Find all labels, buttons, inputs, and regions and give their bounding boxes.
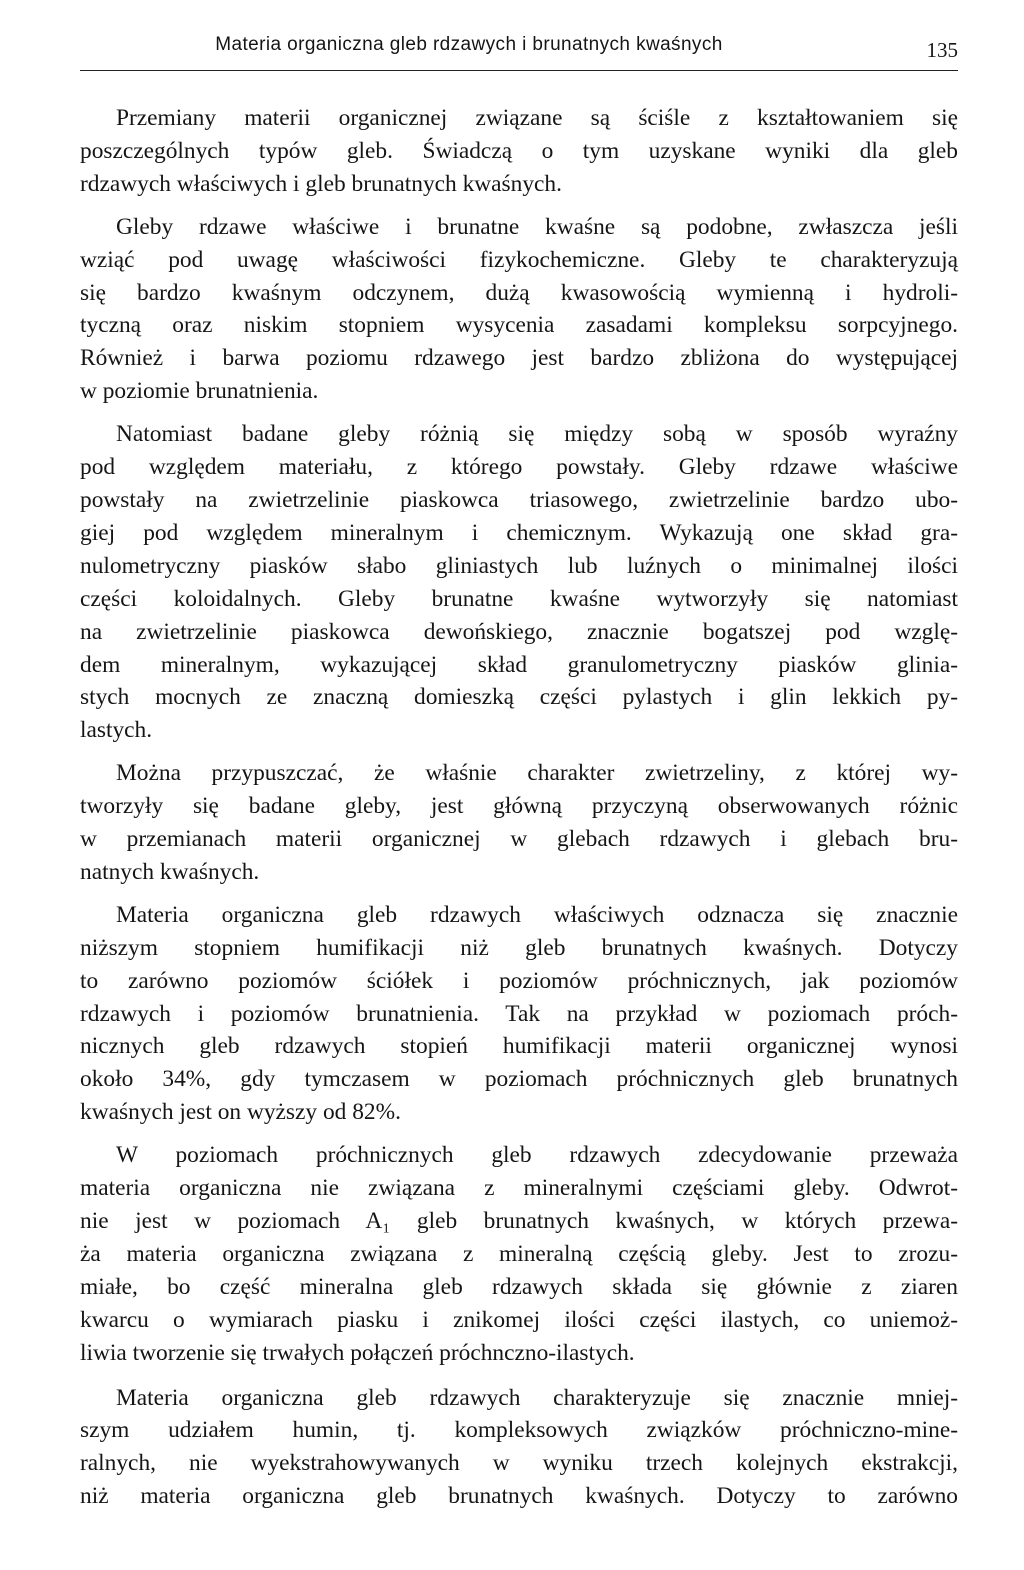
paragraph bbox=[80, 102, 958, 201]
text-line: stych mocnych ze znaczną domieszką części pylastych i glin lekkich py- bbox=[80, 684, 958, 711]
text-line: liwia tworzenie się trwałych połączeń próchnczno-ilastych. bbox=[80, 1339, 635, 1366]
text-line: nicznych gleb rdzawych stopień humifikacji materii organicznej wynosi bbox=[80, 1033, 958, 1060]
running-title: Materia organiczna gleb rdzawych i brunatnych kwaśnych bbox=[215, 34, 723, 55]
text-line: niższym stopniem humifikacji niż gleb brunatnych kwaśnych. Dotyczy bbox=[80, 934, 958, 961]
text-line: kwaśnych jest on wyższy od 82%. bbox=[80, 1099, 401, 1126]
text-line: pod względem materiału, z którego powstały. Gleby rdzawe właściwe bbox=[80, 454, 958, 481]
text-line: się bardzo kwaśnym odczynem, dużą kwasowością wymienną i hydroli- bbox=[80, 279, 958, 306]
text-line: Również i barwa poziomu rdzawego jest bardzo zbliżona do występującej bbox=[80, 345, 958, 372]
paragraph bbox=[80, 757, 958, 889]
text-line: nie jest w poziomach A₁ gleb brunatnych kwaśnych, w których przewa- bbox=[80, 1208, 958, 1234]
header-rule bbox=[80, 70, 958, 71]
text-line: wziąć pod uwagę właściwości fizykochemiczne. Gleby te charakteryzują bbox=[80, 246, 958, 273]
text-line: części koloidalnych. Gleby brunatne kwaśne wytworzyły się natomiast bbox=[80, 585, 958, 612]
paragraph bbox=[80, 899, 958, 1129]
paragraph bbox=[80, 418, 958, 747]
text-line: szym udziałem humin, tj. kompleksowych związków próchniczno-mine- bbox=[80, 1417, 958, 1444]
text-line: giej pod względem mineralnym i chemicznym. Wykazują one skład gra- bbox=[80, 519, 958, 546]
text-line: rdzawych i poziomów brunatnienia. Tak na przykład w poziomach próch- bbox=[80, 1000, 958, 1027]
text-line: w poziomie brunatnienia. bbox=[80, 378, 319, 405]
text-line: Przemiany materii organicznej związane są ściśle z kształtowaniem się bbox=[116, 105, 958, 131]
text-line: Materia organiczna gleb rdzawych charakteryzuje się znacznie mniej- bbox=[116, 1384, 958, 1411]
text-line: niż materia organiczna gleb brunatnych kwaśnych. Dotyczy to zarówno bbox=[80, 1483, 958, 1510]
text-line: poszczególnych typów gleb. Świadczą o tym uzyskane wyniki dla gleb bbox=[80, 137, 958, 164]
text-line: Gleby rdzawe właściwe i brunatne kwaśne są podobne, zwłaszcza jeśli bbox=[116, 213, 958, 240]
text-line: około 34%, gdy tymczasem w poziomach próchnicznych gleb brunatnych bbox=[80, 1066, 958, 1093]
text-line: ralnych, nie wyekstrahowywanych w wyniku trzech kolejnych ekstrakcji, bbox=[80, 1450, 958, 1477]
text-line: nulometryczny piasków słabo gliniastych lub luźnych o minimalnej ilości bbox=[80, 552, 958, 579]
text-line: Materia organiczna gleb rdzawych właściwych odznacza się znacznie bbox=[116, 901, 958, 928]
body-text bbox=[80, 92, 958, 1513]
paragraph bbox=[80, 1382, 958, 1514]
text-line: rdzawych właściwych i gleb brunatnych kwaśnych. bbox=[80, 170, 562, 197]
paragraph bbox=[80, 1139, 958, 1369]
text-line: miałe, bo część mineralna gleb rdzawych składa się głównie z ziaren bbox=[80, 1273, 958, 1300]
text-line: Natomiast badane gleby różnią się między sobą w sposób wyraźny bbox=[116, 421, 958, 448]
text-line: dem mineralnym, wykazującej skład granulometryczny piasków glinia- bbox=[80, 651, 958, 678]
text-line: W poziomach próchnicznych gleb rdzawych zdecydowanie przeważa bbox=[116, 1142, 958, 1169]
page-number: 135 bbox=[926, 38, 958, 62]
text-line: Można przypuszczać, że właśnie charakter zwietrzeliny, z której wy- bbox=[116, 760, 958, 787]
text-line: materia organiczna nie związana z mineralnymi częściami gleby. Odwrot- bbox=[80, 1175, 958, 1202]
text-line: powstały na zwietrzelinie piaskowca triasowego, zwietrzelinie bardzo ubo- bbox=[80, 486, 958, 513]
running-header bbox=[80, 34, 958, 68]
text-line: to zarówno poziomów ściółek i poziomów próchnicznych, jak poziomów bbox=[80, 967, 958, 994]
text-line: ża materia organiczna związana z mineralną częścią gleby. Jest to zrozu- bbox=[80, 1240, 958, 1267]
text-line: w przemianach materii organicznej w glebach rdzawych i glebach bru- bbox=[80, 826, 958, 853]
text-line: kwarcu o wymiarach piasku i znikomej ilości części ilastych, co uniemoż- bbox=[80, 1306, 958, 1333]
text-line: tyczną oraz niskim stopniem wysycenia zasadami kompleksu sorpcyjnego. bbox=[80, 312, 958, 339]
text-line: lastych. bbox=[80, 717, 153, 744]
text-line: natnych kwaśnych. bbox=[80, 858, 260, 885]
paragraph bbox=[80, 211, 958, 408]
text-line: na zwietrzelinie piaskowca dewońskiego, znacznie bogatszej pod wzglę- bbox=[80, 618, 958, 645]
text-line: tworzyły się badane gleby, jest główną przyczyną obserwowanych różnic bbox=[80, 793, 958, 820]
